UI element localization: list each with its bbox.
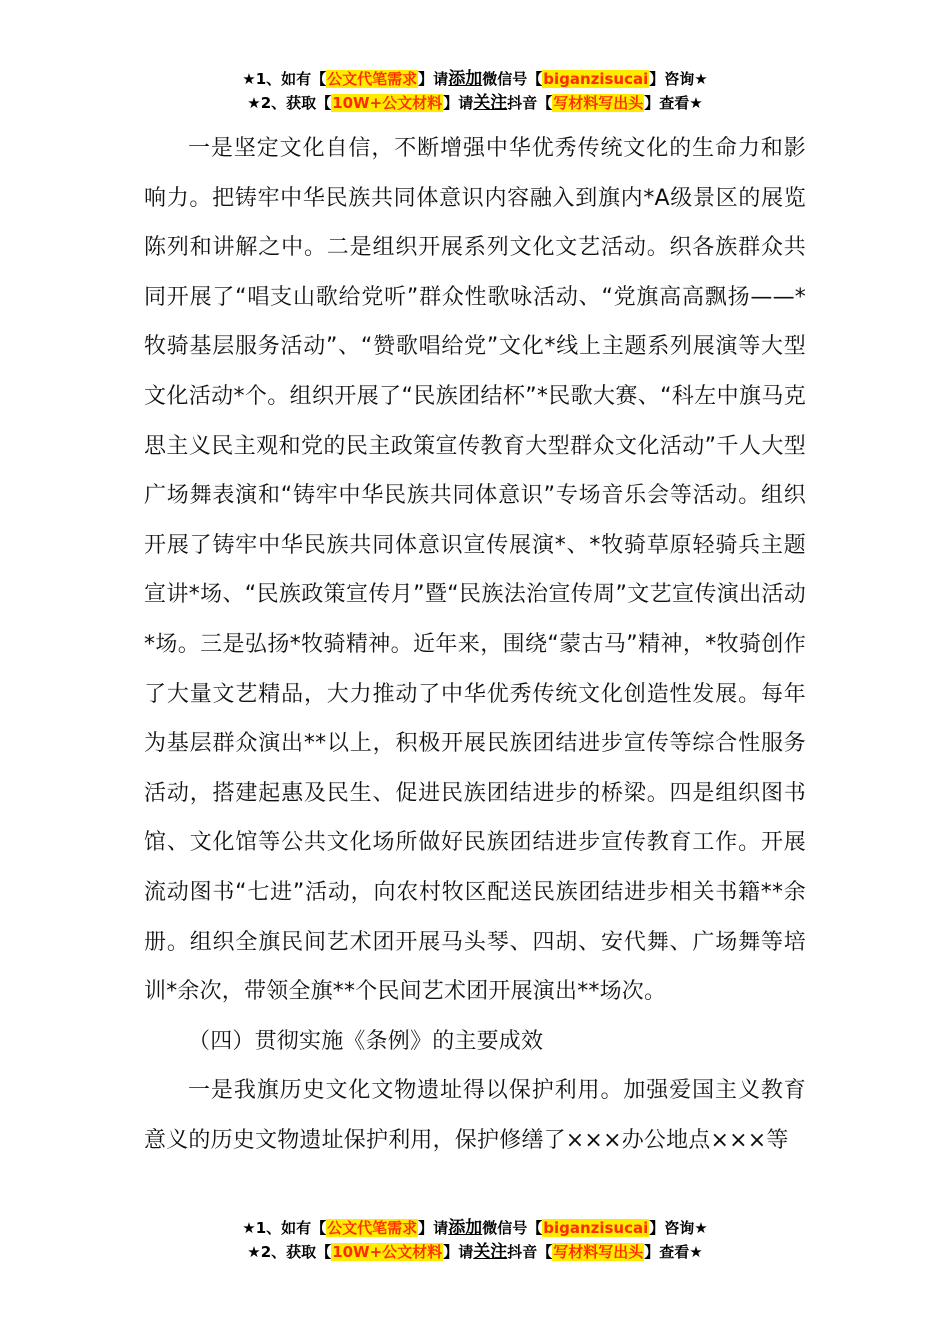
header-banner — [0, 67, 950, 115]
banner-highlight: biganzisucai — [543, 1219, 649, 1237]
body-paragraph: 一是我旗历史文化文物遗址得以保护利用。加强爱国主义教育意义的历史文物遗址保护利用，保护修缮了×××办公地点×××等 — [144, 1078, 806, 1153]
banner-highlight: 公文代笔需求 — [327, 1219, 418, 1237]
banner-line-2 — [0, 91, 950, 115]
banner-text: ★2、获取【 — [247, 94, 332, 112]
banner-highlight: 公文代笔需求 — [327, 70, 418, 88]
banner-line-1 — [0, 1216, 950, 1240]
banner-highlight: 10W+公文材料 — [332, 1243, 443, 1261]
banner-emphasis: 关注 — [473, 93, 508, 113]
banner-text: 】咨询★ — [649, 1219, 708, 1237]
banner-text: 微信号【 — [482, 70, 543, 88]
banner-text: ★2、获取【 — [247, 1243, 332, 1261]
banner-text: ★1、如有【 — [242, 1219, 327, 1237]
section-heading: （四）贯彻实施《条例》的主要成效 — [188, 1028, 544, 1054]
banner-text: 】请 — [418, 1219, 449, 1237]
banner-text: 微信号【 — [482, 1219, 543, 1237]
banner-emphasis: 添加 — [448, 69, 483, 89]
body-paragraph: 一是坚定文化自信，不断增强中华优秀传统文化的生命力和影响力。把铸牢中华民族共同体意识内容融入到旗内*A级景区的展览陈列和讲解之中。二是组织开展系列文化文艺活动。织各族群众共同开展了“唱支山歌给党听”群众性歌咏活动、“党旗高高飘扬——*牧骑基层服务活动”、“赞歌唱给党”文化*线上主题系列展演等大型文化活动*个。组织开展了“民族团结杯”*民歌大赛、“科左中旗马克思主义民主观和党的民主政策宣传教育大型群众文化活动”千人大型广场舞表演和“铸牢中华民族共同体意识”专场音乐会等活动。组织开展了铸牢中华民族共同体意识宣传展演*、*牧骑草原轻骑兵主题宣讲*场、“民族政策宣传月”暨“民族法治宣传周”文艺宣传演出活动*场。三是弘扬*牧骑精神。近年来，围绕“蒙古马”精神，*牧骑创作了大量文艺精品，大力推动了中华优秀传统文化创造性发展。每年为基层群众演出**以上，积极开展民族团结进步宣传等综合性服务活动，搭建起惠及民生、促进民族团结进步的桥梁。四是组织图书馆、文化馆等公共文化场所做好民族团结进步宣传教育工作。开展流动图书“七进”活动，向农村牧区配送民族团结进步相关书籍**余册。组织全旗民间艺术团开展马头琴、四胡、安代舞、广场舞等培训*余次，带领全旗**个民间艺术团开展演出**场次。 — [144, 136, 806, 1005]
banner-text: 】请 — [418, 70, 449, 88]
banner-text: 】请 — [443, 1243, 474, 1261]
banner-line-1 — [0, 67, 950, 91]
banner-text: 】查看★ — [644, 94, 703, 112]
banner-emphasis: 关注 — [473, 1242, 508, 1262]
banner-emphasis: 添加 — [448, 1218, 483, 1238]
footer-banner — [0, 1216, 950, 1264]
banner-highlight: 写材料写出头 — [553, 1243, 644, 1261]
banner-highlight: 写材料写出头 — [553, 94, 644, 112]
banner-text: ★1、如有【 — [242, 70, 327, 88]
banner-highlight: 10W+公文材料 — [332, 94, 443, 112]
banner-text: 】咨询★ — [649, 70, 708, 88]
document-body — [144, 124, 806, 1165]
banner-text: 】请 — [443, 94, 474, 112]
banner-text: 抖音【 — [507, 1243, 553, 1261]
banner-text: 抖音【 — [507, 94, 553, 112]
banner-text: 】查看★ — [644, 1243, 703, 1261]
banner-highlight: biganzisucai — [543, 70, 649, 88]
banner-line-2 — [0, 1240, 950, 1264]
